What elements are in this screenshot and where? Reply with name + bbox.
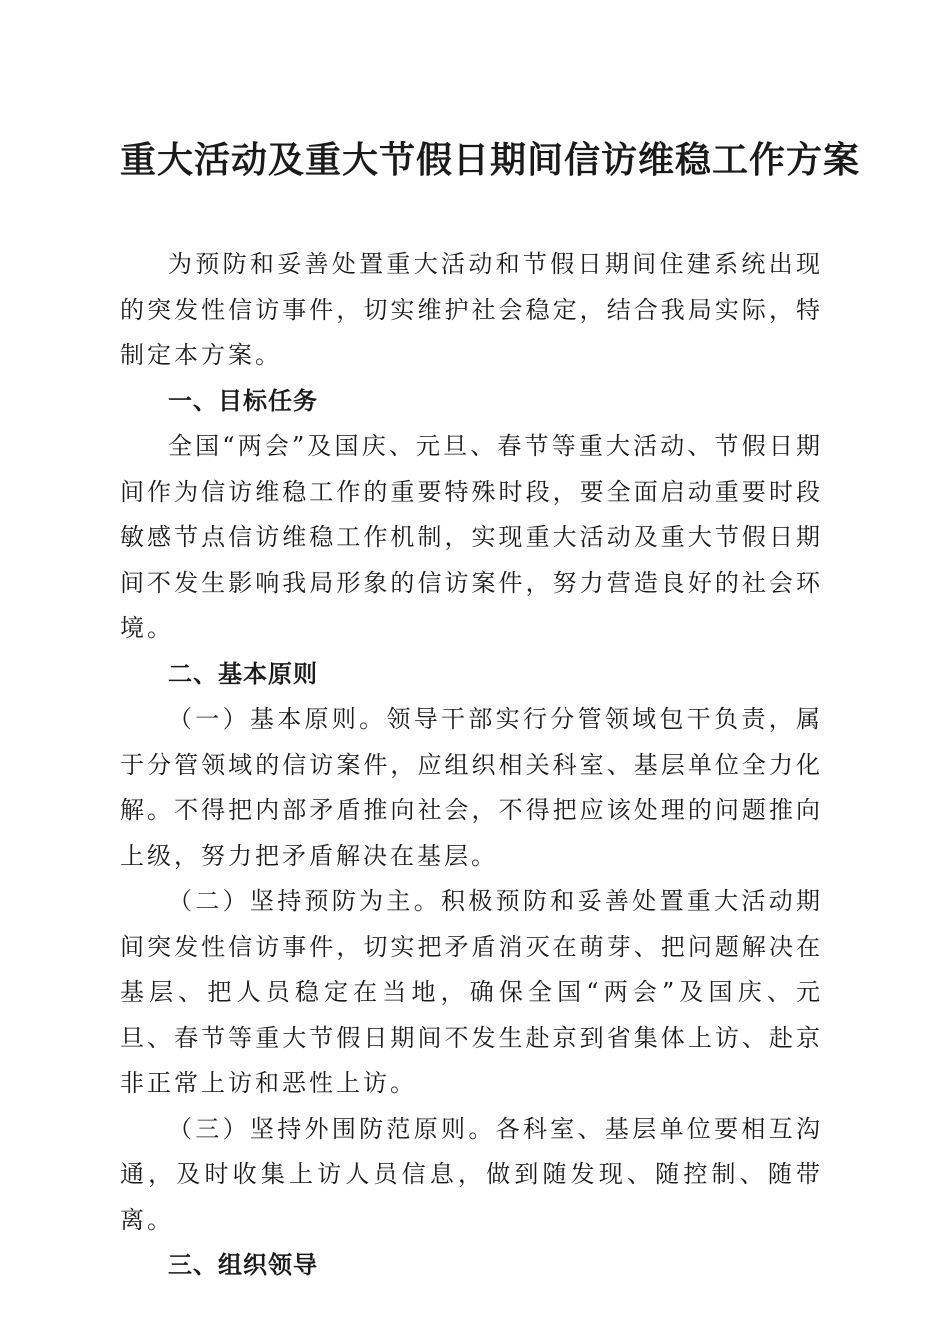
principle-item-2-lead: （二）坚持预防为主。 bbox=[168, 887, 442, 915]
intro-paragraph: 为预防和妥善处置重大活动和节假日期间住建系统出现的突发性信访事件，切实维护社会稳定，结合我局实际，特制定本方案。 bbox=[120, 250, 823, 369]
principle-item-1-lead: （一）基本原则。 bbox=[168, 705, 387, 733]
section-heading-principles: 二、基本原则 bbox=[168, 659, 318, 688]
principle-item-1 bbox=[120, 697, 823, 879]
principle-item-3-text: 各科室、基层单位要相互沟通，及时收集上访人员信息，做到随发现、随控制、随带离。 bbox=[120, 1114, 824, 1234]
section-heading-organization: 三、组织领导 bbox=[168, 1251, 318, 1279]
principle-item-3 bbox=[120, 1107, 823, 1244]
principle-item-3-lead: （三）坚持外围防范原则。 bbox=[168, 1114, 496, 1143]
principle-item-1-text: 领导干部实行分管领域包干负责，属于分管领域的信访案件，应组织相关科室、基层单位全力化解。不得把内部矛盾推向社会，不得把应该处理的问题推向上级，努力把矛盾解决在基层。 bbox=[120, 705, 824, 870]
document-title: 重大活动及重大节假日期间信访维稳工作方案 bbox=[120, 139, 861, 181]
section-heading-goals: 一、目标任务 bbox=[168, 386, 318, 415]
principle-item-2 bbox=[120, 879, 823, 1107]
principle-item-2-text: 积极预防和妥善处置重大活动期间突发性信访事件，切实把矛盾消灭在萌芽、把问题解决在基层、把人员稳定在当地，确保全国“两会”及国庆、元旦、春节等重大节假日期间不发生赴京到省集体上访、赴京非正常上访和恶性上访。 bbox=[120, 887, 824, 1097]
document-body bbox=[120, 242, 823, 1289]
section-goals-text: 全国“两会”及国庆、元旦、春节等重大活动、节假日期间作为信访维稳工作的重要特殊时段，要全面启动重要时段敏感节点信访维稳工作机制，实现重大活动及重大节假日期间不发生影响我局形象的信访案件，努力营造良好的社会环境。 bbox=[120, 432, 823, 642]
document-page bbox=[120, 130, 861, 1289]
